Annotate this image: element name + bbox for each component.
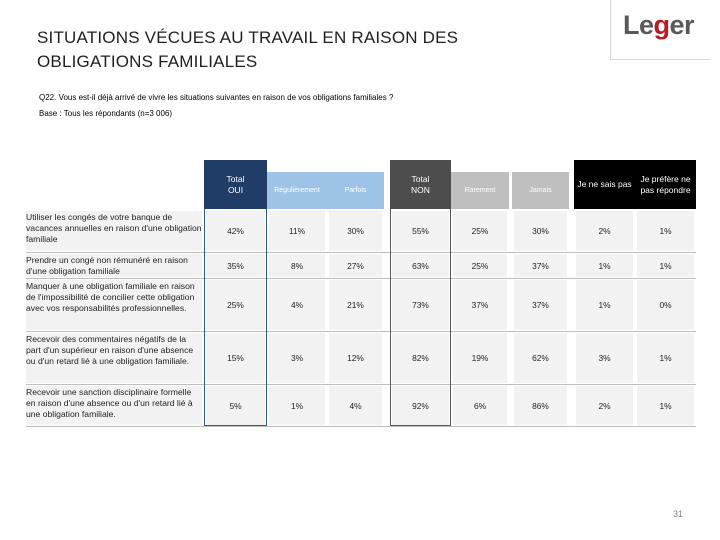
logo-prefix: Le (623, 10, 654, 40)
cell-ne-sais-pas: 2% (576, 386, 633, 425)
row-divider (26, 331, 696, 332)
cell-parfois: 27% (329, 254, 382, 277)
cell-regulierement: 8% (269, 254, 325, 277)
cell-rarement: 25% (453, 254, 507, 277)
row-divider (26, 426, 696, 427)
header-jamais (512, 172, 569, 209)
header-ne-sais-pas-label: Je ne sais pas (577, 179, 632, 189)
base-text: Base : Tous les répondants (n=3 006) (39, 109, 173, 118)
logo-suffix: er (669, 10, 695, 40)
cell-ne-sais-pas: 2% (576, 211, 633, 251)
cell-ne-sais-pas: 3% (576, 333, 633, 383)
cell-total-oui: 5% (206, 386, 265, 425)
logo-g: g (653, 10, 670, 40)
header-total-non (390, 160, 451, 209)
cell-parfois: 4% (329, 386, 382, 425)
leger-logo (623, 10, 694, 41)
header-regulierement-label: Régulièrement (274, 186, 320, 194)
cell-total-non: 92% (392, 386, 449, 425)
header-prefere-line1: Je préfère ne (640, 173, 691, 184)
row-label: Utiliser les congés de votre banque de vacances annuelles en raison d'une obligation familiale (26, 212, 202, 244)
row-label: Recevoir une sanction disciplinaire formelle en raison d'une absence ou d'un retard lié à une obligation familiale. (26, 387, 193, 419)
header-parfois (327, 172, 384, 209)
header-total-oui (204, 160, 267, 209)
header-total-oui-line2: OUI (227, 184, 244, 195)
cell-total-oui: 42% (206, 211, 265, 251)
logo-box (610, 0, 710, 60)
cell-total-non: 55% (392, 211, 449, 251)
title-line-1: SITUATIONS VÉCUES AU TRAVAIL EN RAISON DES (37, 28, 459, 47)
row-label: Prendre un congé non rémunéré en raison d'une obligation familiale (26, 255, 188, 276)
header-regulierement (267, 172, 327, 209)
cell-regulierement: 4% (269, 280, 325, 330)
cell-total-oui: 15% (206, 333, 265, 383)
cell-regulierement: 11% (269, 211, 325, 251)
cell-total-non: 82% (392, 333, 449, 383)
header-prefere-line2: pas répondre (640, 184, 691, 195)
header-total-non-line1: Total (411, 173, 430, 184)
cell-rarement: 25% (453, 211, 507, 251)
cell-jamais: 62% (514, 333, 567, 383)
cell-rarement: 37% (453, 280, 507, 330)
cell-parfois: 30% (329, 211, 382, 251)
row-divider (26, 252, 696, 253)
cell-jamais: 86% (514, 386, 567, 425)
cell-prefere-ne-pas: 1% (637, 386, 694, 425)
title-line-2: OBLIGATIONS FAMILIALES (37, 52, 258, 71)
header-rarement-label: Rarement (464, 186, 496, 194)
header-ne-sais-pas (574, 160, 635, 209)
header-jamais-label: Jamais (529, 186, 552, 194)
cell-prefere-ne-pas: 1% (637, 333, 694, 383)
header-total-oui-line1: Total (226, 173, 245, 184)
page-title (37, 26, 557, 74)
cell-regulierement: 3% (269, 333, 325, 383)
page-number: 31 (673, 509, 684, 519)
cell-jamais: 37% (514, 254, 567, 277)
cell-prefere-ne-pas: 1% (637, 211, 694, 251)
question-text: Q22. Vous est-il déjà arrivé de vivre les situations suivantes en raison de vos obligations familiales ? (39, 93, 394, 102)
total-oui-frame (204, 209, 267, 426)
cell-prefere-ne-pas: 0% (637, 280, 694, 330)
header-prefere-ne-pas (635, 160, 696, 209)
cell-ne-sais-pas: 1% (576, 280, 633, 330)
cell-jamais: 30% (514, 211, 567, 251)
cell-total-oui: 35% (206, 254, 265, 277)
header-parfois-label: Parfois (344, 186, 367, 194)
cell-prefere-ne-pas: 1% (637, 254, 694, 277)
cell-parfois: 12% (329, 333, 382, 383)
cell-total-non: 73% (392, 280, 449, 330)
header-total-non-line2: NON (411, 184, 430, 195)
cell-regulierement: 1% (269, 386, 325, 425)
row-divider (26, 278, 696, 279)
cell-total-oui: 25% (206, 280, 265, 330)
total-non-frame (390, 209, 451, 426)
cell-rarement: 19% (453, 333, 507, 383)
cell-rarement: 6% (453, 386, 507, 425)
header-rarement (451, 172, 509, 209)
row-divider (26, 384, 696, 385)
cell-ne-sais-pas: 1% (576, 254, 633, 277)
cell-total-non: 63% (392, 254, 449, 277)
row-label: Recevoir des commentaires négatifs de la part d'un supérieur en raison d'une absence ou d'un retard lié à une obligation familiale. (26, 334, 194, 366)
cell-jamais: 37% (514, 280, 567, 330)
row-label: Manquer à une obligation familiale en raison de l'impossibilité de concilier cette obligation avec vos responsabilités professionnelles. (26, 281, 195, 313)
cell-parfois: 21% (329, 280, 382, 330)
